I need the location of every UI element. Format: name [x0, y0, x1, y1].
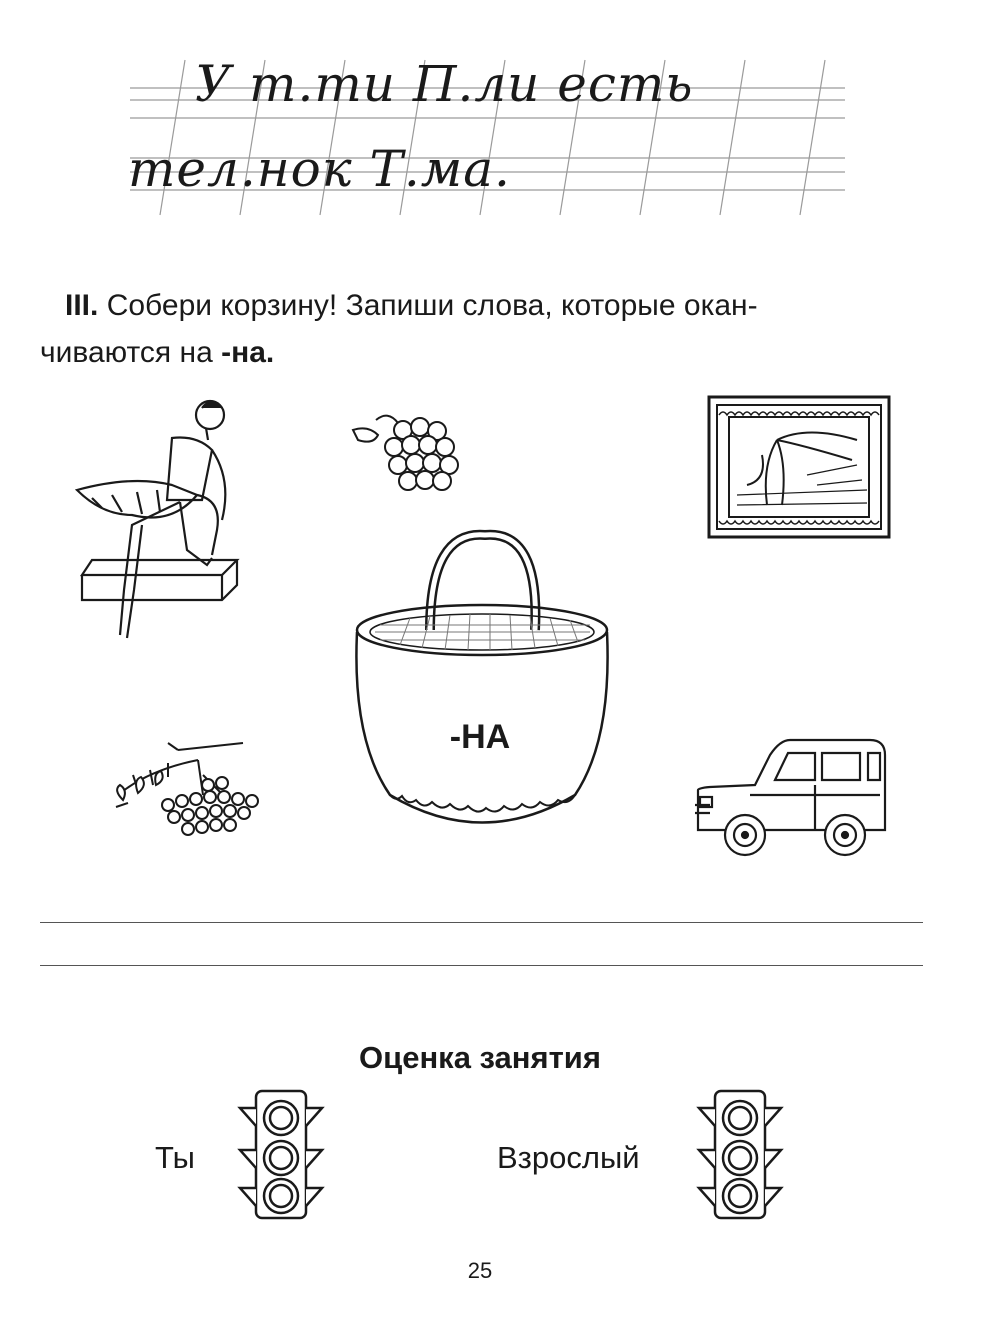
raspberry-picture [348, 405, 468, 505]
basket-picture [350, 530, 620, 840]
task-number: III. [65, 289, 99, 322]
ballerina-picture [72, 390, 252, 650]
task-suffix: -на. [221, 336, 275, 369]
framed-painting-picture [707, 395, 892, 540]
task-text-line2: чиваются на [40, 336, 222, 369]
adult-label: Взрослый [497, 1140, 640, 1175]
writing-line-1[interactable] [40, 922, 923, 923]
task-instructions [40, 282, 935, 376]
you-label: Ты [155, 1140, 195, 1175]
writing-line-2[interactable] [40, 965, 923, 966]
rowan-branch-picture [108, 735, 268, 845]
page-number: 25 [467, 1258, 493, 1283]
car-picture [690, 735, 890, 860]
evaluation-title: Оценка занятия [359, 1040, 601, 1075]
traffic-light-you-icon[interactable] [236, 1088, 326, 1223]
traffic-light-adult-icon[interactable] [695, 1088, 785, 1223]
basket-label: -НА [449, 718, 511, 756]
task-text-line1: Собери корзину! Запиши слова, которые окан- [106, 289, 758, 322]
handwriting-line-1: У т.ти П.ли есть [195, 55, 694, 113]
handwriting-line-2: тел.нок Т.ма. [128, 140, 511, 198]
